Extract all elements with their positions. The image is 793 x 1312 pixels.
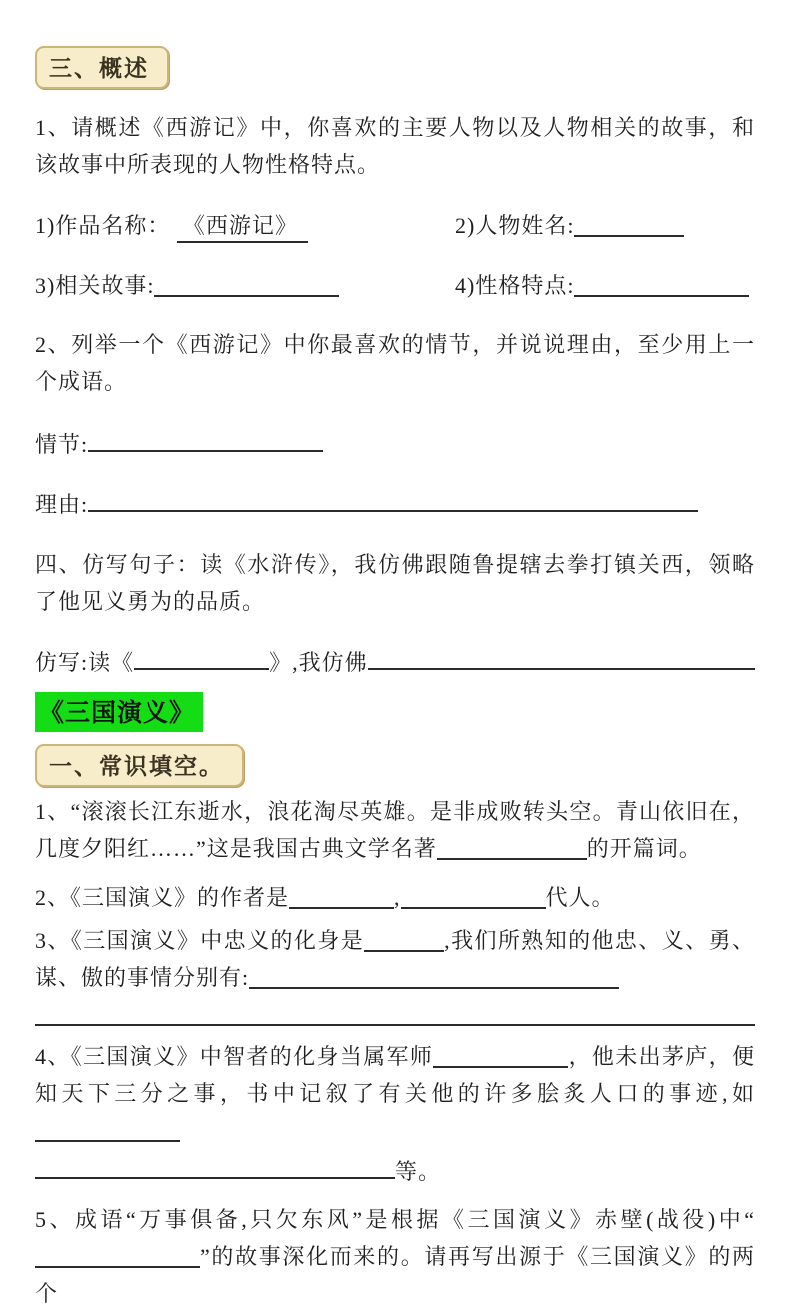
highlight-title-row: [35, 692, 755, 732]
blank-imitation-sentence: [368, 648, 755, 670]
section-badge-overview-label: 三、概述: [49, 56, 149, 81]
blank-personality-trait: [574, 275, 749, 297]
field-character-name-label: 2)人物姓名:: [455, 213, 575, 238]
reason-label: 理由:: [35, 492, 89, 517]
blank-famous-deeds-line2: [35, 1157, 395, 1179]
blank-deeds-line2: [35, 996, 755, 1026]
blank-deeds-line1: [249, 967, 619, 989]
blank-chibi-story: [35, 1246, 200, 1268]
imitation-mid: 》,我仿佛: [269, 650, 368, 675]
question-2-text: 2、列举一个《西游记》中你最喜欢的情节，并说说理由，至少用上一个成语。: [35, 332, 755, 394]
blank-plot: [88, 430, 323, 452]
sanguo-question-1: [35, 793, 755, 867]
field-work-title-label: 1)作品名称：: [35, 213, 171, 238]
question-4-text: 四、仿写句子：读《水浒传》，我仿佛跟随鲁提辖去拳打镇关西，领略了他见义勇为的品质。: [35, 552, 755, 614]
plot-line: [35, 428, 755, 462]
reason-line: [35, 488, 755, 522]
sanguo-question-5: [35, 1201, 755, 1312]
blank-masterpiece-name: [437, 838, 587, 860]
blank-author-dynasty: [401, 887, 546, 909]
field-character-name: [455, 209, 755, 243]
blank-loyalty-figure: [364, 930, 444, 952]
sanguo-q4-mid: ，他未出茅庐，便知天下三分之事，书中记叙了有关他的许多脍炙人口的事迹,如: [35, 1044, 755, 1106]
question-1-paragraph: [35, 109, 755, 183]
section-badge-overview: [35, 46, 169, 89]
field-personality-trait-label: 4)性格特点:: [455, 273, 575, 298]
sanguo-q3-before: 3、《三国演义》中忠义的化身是: [35, 928, 365, 953]
blank-imitation-book: [134, 648, 269, 670]
field-work-title: [35, 209, 455, 243]
blank-author-name: [289, 887, 394, 909]
sanguo-q4-before: 4、《三国演义》中智者的化身当属军师: [35, 1044, 434, 1069]
question-1-text: 1、请概述《西游记》中，你喜欢的主要人物以及人物相关的故事，和该故事中所表现的人物性格特点。: [35, 115, 755, 177]
blank-reason: [88, 490, 698, 512]
field-personality-trait: [455, 269, 755, 300]
question-2-paragraph: [35, 326, 755, 400]
book-title-highlight: 《三国演义》: [35, 692, 203, 732]
sanguo-q4-continuation: [35, 1155, 755, 1189]
section-badge-fill: [35, 744, 244, 787]
field-row-1: [35, 209, 755, 243]
sanguo-q2-before: 2、《三国演义》的作者是: [35, 885, 290, 910]
sanguo-question-2: [35, 879, 755, 916]
blank-strategist-name: [433, 1046, 568, 1068]
blank-character-name: [574, 215, 684, 237]
blank-related-story: [154, 275, 339, 297]
field-related-story: [35, 269, 455, 300]
imitation-prefix: 仿写:读《: [35, 650, 135, 675]
field-row-2: [35, 269, 755, 300]
sanguo-q2-after: 代人。: [545, 885, 615, 910]
field-related-story-label: 3)相关故事:: [35, 273, 155, 298]
sanguo-q4-after: 等。: [395, 1159, 442, 1184]
sanguo-question-4: [35, 1038, 755, 1149]
question-4-paragraph: [35, 546, 755, 620]
blank-famous-deeds-line1: [35, 1120, 180, 1142]
sanguo-q1-after: 的开篇词。: [586, 836, 702, 861]
section-badge-fill-row: [35, 744, 755, 787]
sanguo-q2-mid: ,: [394, 885, 401, 910]
sanguo-q3-after: ,我们所熟知的他忠、义、勇、谋、傲的事情分别有:: [35, 928, 755, 990]
sanguo-q5-before: 5、成语“万事俱备,只欠东风”是根据《三国演义》赤壁(战役)中“: [35, 1207, 755, 1232]
field-work-title-value: 《西游记》: [177, 209, 308, 243]
plot-label: 情节:: [35, 432, 89, 457]
imitation-line: [35, 646, 755, 680]
sanguo-question-3: [35, 922, 755, 996]
sanguo-q1-before: 1、“滚滚长江东逝水，浪花淘尽英雄。是非成败转头空。青山依旧在，几度夕阳红……”这是我国古典文学名著: [35, 799, 755, 861]
section-badge-fill-label: 一、常识填空。: [49, 754, 224, 779]
sanguo-q5-after: ”的故事深化而来的。请再写出源于《三国演义》的两个: [35, 1244, 755, 1306]
